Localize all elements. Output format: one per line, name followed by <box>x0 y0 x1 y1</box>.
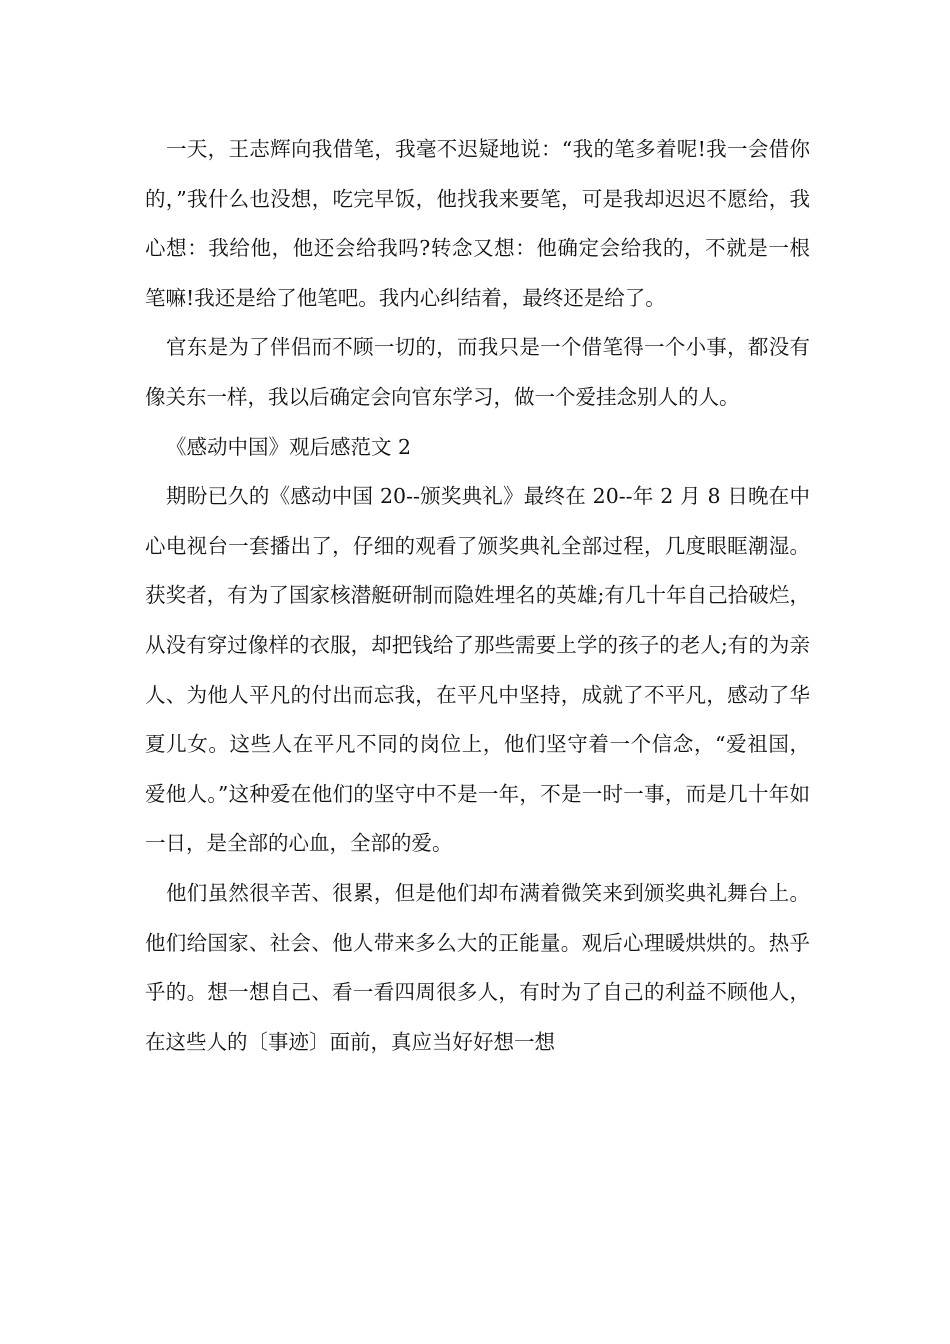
paragraph-learn-from-guandong: 官东是为了伴侣而不顾一切的，而我只是一个借笔得一个小事，都没有像关东一样，我以后确定会向官东学习，做一个爱挂念别人的人。 <box>145 335 810 409</box>
section-title: 《感动中国》观后感范文 2 <box>166 434 412 459</box>
paragraph-award-ceremony: 期盼已久的《感动中国 20--颁奖典礼》最终在 20--年 2 月 8 日晚在中心电视台一套播出了，仔细的观看了颁奖典礼全部过程，几度眼眶潮湿。获奖者，有为了国家核潜艇研制而隐姓埋名的英雄;有几十年自己拾破烂，从没有穿过像样的衣服，却把钱给了那些需要上学的孩子的老人;有的为亲人、为他人平凡的付出而忘我，在平凡中坚持，成就了不平凡，感动了华夏儿女。这些人在平凡不同的岗位上，他们坚守着一个信念，“爱祖国，爱他人。”这种爱在他们的坚守中不是一年，不是一时一事，而是几十年如一日，是全部的心血，全部的爱。 <box>145 484 810 856</box>
document-page <box>145 125 810 1067</box>
paragraph-reflection: 他们虽然很辛苦、很累，但是他们却布满着微笑来到颁奖典礼舞台上。他们给国家、社会、他人带来多么大的正能量。观后心理暖烘烘的。热乎乎的。想一想自己、看一看四周很多人，有时为了自己的利益不顾他人，在这些人的〔事迹〕面前，真应当好好想一想 <box>145 880 810 1054</box>
paragraph-borrow-pen: 一天，王志辉向我借笔，我毫不迟疑地说：“我的笔多着呢!我一会借你的，”我什么也没想，吃完早饭，他找我来要笔，可是我却迟迟不愿给，我心想：我给他，他还会给我吗?转念又想：他确定会给我的，不就是一根笔嘛!我还是给了他笔吧。我内心纠结着，最终还是给了。 <box>145 137 810 310</box>
